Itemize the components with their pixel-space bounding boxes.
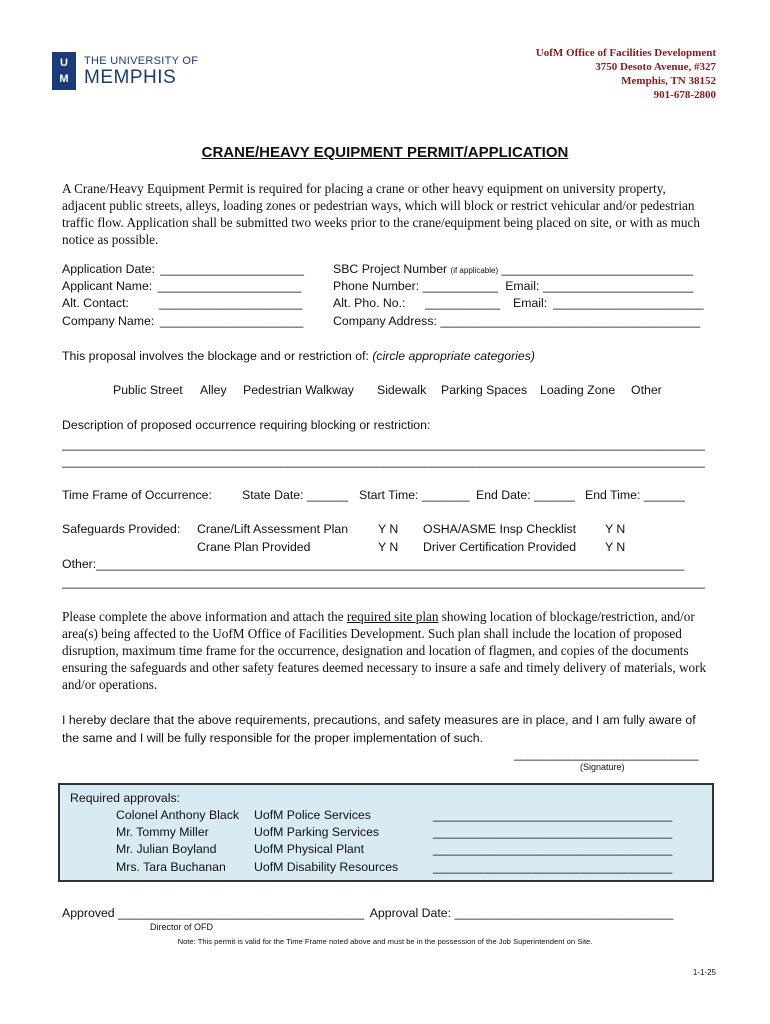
yn-toggle-osha[interactable]: Y N [605, 522, 626, 536]
approver-dept-3: UofM Physical Plant [254, 842, 365, 856]
safeguards-other-line-2[interactable]: ______________________________________________________________________________________________ [62, 575, 705, 589]
category-loading-zone[interactable]: Loading Zone [540, 383, 616, 397]
logo-line2: MEMPHIS [84, 67, 177, 88]
office-phone: 901-678-2800 [653, 89, 716, 101]
office-street: 3750 Desoto Avenue, #327 [595, 61, 716, 73]
office-city: Memphis, TN 38152 [621, 75, 716, 87]
phone-email-field[interactable]: Phone Number: ___________ Email: ______________________ [333, 279, 694, 293]
description-label: Description of proposed occurrence requiring blocking or restriction: [62, 418, 431, 432]
applicant-name-field[interactable]: Applicant Name: _____________________ [62, 279, 302, 293]
approver-signature-3[interactable]: ___________________________________ [433, 842, 673, 856]
site-plan-link: required site plan [346, 609, 439, 624]
approved-field[interactable]: Approved ____________________________________ Approval Date: ________________________________ [62, 906, 674, 920]
approver-name-1: Colonel Anthony Black [116, 808, 240, 822]
approver-signature-1[interactable]: ___________________________________ [433, 808, 673, 822]
approver-name-2: Mr. Tommy Miller [116, 825, 209, 839]
approver-name-3: Mr. Julian Boyland [116, 842, 217, 856]
safeguard-driver-cert: Driver Certification Provided [423, 540, 577, 554]
page-title: CRANE/HEAVY EQUIPMENT PERMIT/APPLICATION [201, 144, 569, 161]
safeguard-osha-checklist: OSHA/ASME Insp Checklist [423, 522, 577, 536]
category-alley[interactable]: Alley [200, 383, 227, 397]
sbc-project-field[interactable]: SBC Project Number (if applicable) ____________________________ [333, 262, 694, 276]
safeguard-lift-assessment: Crane/Lift Assessment Plan [197, 522, 349, 536]
instructions-paragraph: Please complete the above information and attach the required site plan showing location of blockage/restriction, and/or area(s) being affected to the UofM Office of Facilities Development. Such plan shall include the location of proposed disruption, maximum time frame for the occurrence, designation and location of flagmen, and copies of the documents ensuring the safeguards and other safety features deemed necessary to insure a safe and timely delivery of materials, work and/or operations. [62, 609, 707, 692]
university-logo [52, 52, 199, 94]
logo-mark: U M [52, 52, 76, 90]
approvals-heading: Required approvals: [70, 791, 181, 805]
approver-signature-2[interactable]: ___________________________________ [433, 825, 673, 839]
company-name-field[interactable]: Company Name: _____________________ [62, 314, 304, 328]
alt-phone-email-field[interactable]: Alt. Pho. No.: ___________ Email: ______________________ [333, 296, 704, 310]
category-sidewalk[interactable]: Sidewalk [377, 383, 427, 397]
signature-line[interactable]: ___________________________ [514, 747, 699, 761]
start-time-field[interactable]: Start Time: _______ [359, 488, 470, 502]
company-address-field[interactable]: Company Address: ______________________________________ [333, 314, 701, 328]
category-pedestrian-walkway[interactable]: Pedestrian Walkway [243, 383, 354, 397]
end-time-field[interactable]: End Time: ______ [585, 488, 685, 502]
logo-line1: THE UNIVERSITY OF [84, 55, 199, 67]
yn-toggle-driver[interactable]: Y N [605, 540, 626, 554]
safeguards-other-field[interactable]: Other:______________________________________________________________________________________ [62, 557, 685, 571]
description-line-2[interactable]: ______________________________________________________________________________________________ [62, 454, 705, 468]
approver-dept-1: UofM Police Services [254, 808, 371, 822]
state-date-field[interactable]: State Date: ______ [242, 488, 348, 502]
safeguards-label: Safeguards Provided: [62, 522, 181, 536]
validity-note: Note: This permit is valid for the Time Frame noted above and must be in the possession of the Job Superintendent on Site. [177, 937, 593, 946]
yn-toggle-lift[interactable]: Y N [378, 522, 399, 536]
timeframe-label: Time Frame of Occurrence: [62, 488, 212, 502]
signature-label: (Signature) [580, 762, 625, 772]
office-name: UofM Office of Facilities Development [535, 47, 716, 59]
office-address [536, 46, 716, 102]
application-date-field[interactable]: Application Date: _____________________ [62, 262, 305, 276]
declaration-paragraph: I hereby declare that the above requirements, precautions, and safety measures are in place, and I am fully aware of the same and I will be fully responsible for the proper implementation of such. [62, 713, 696, 745]
category-public-street[interactable]: Public Street [113, 383, 183, 397]
approver-dept-2: UofM Parking Services [254, 825, 380, 839]
description-line-1[interactable]: ______________________________________________________________________________________________ [62, 437, 705, 451]
director-label: Director of OFD [150, 922, 214, 932]
approver-dept-4: UofM Disability Resources [254, 860, 399, 874]
category-other[interactable]: Other [631, 383, 662, 397]
intro-paragraph: A Crane/Heavy Equipment Permit is required for placing a crane or other heavy equipment on university property, adjacent public streets, alleys, loading zones or pedestrian ways, which will block or restrict vehicular and/or pedestrian traffic flow. Application shall be submitted two weeks prior to the crane/equipment being placed on site, or with as much notice as possible. [62, 181, 700, 247]
approver-signature-4[interactable]: ___________________________________ [433, 860, 673, 874]
end-date-field[interactable]: End Date: ______ [476, 488, 576, 502]
approver-name-4: Mrs. Tara Buchanan [116, 860, 226, 874]
safeguard-crane-plan: Crane Plan Provided [197, 540, 311, 554]
yn-toggle-crane-plan[interactable]: Y N [378, 540, 399, 554]
alt-contact-field[interactable]: Alt. Contact: _____________________ [62, 296, 303, 310]
required-approvals-box [58, 783, 714, 882]
version-label: 1-1-25 [692, 968, 716, 977]
category-parking-spaces[interactable]: Parking Spaces [441, 383, 528, 397]
proposal-text: This proposal involves the blockage and or restriction of: (circle appropriate categories) [62, 349, 535, 363]
